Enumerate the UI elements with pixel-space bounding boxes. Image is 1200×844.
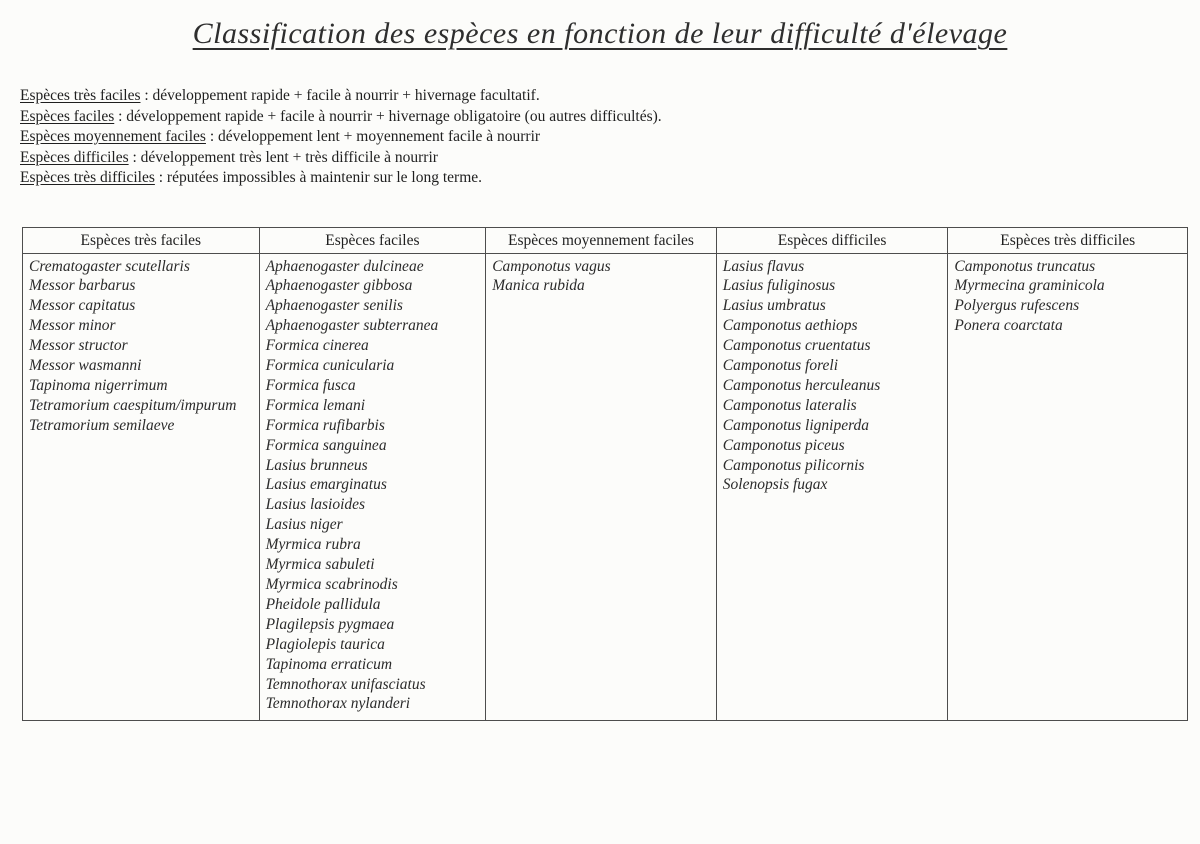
legend-term: Espèces faciles — [20, 107, 115, 125]
legend-line — [20, 107, 1200, 128]
species-name: Camponotus lateralis — [722, 396, 857, 414]
species-name: Tapinoma erraticum — [265, 655, 393, 673]
species-name: Myrmica rubra — [265, 536, 361, 554]
column-body — [260, 254, 486, 721]
species-name: Myrmica scabrinodis — [265, 576, 398, 593]
column-body — [23, 254, 259, 713]
species-name: Tetramorium semilaeve — [29, 416, 175, 434]
species-name: Temnothorax nylanderi — [265, 695, 411, 713]
species-name: Tetramorium caespitum/impurum — [29, 396, 237, 414]
species-name: Pheidole pallidula — [265, 595, 381, 613]
species-name: Messor wasmanni — [29, 357, 142, 375]
species-name: Camponotus cruentatus — [722, 337, 871, 355]
species-name: Aphaenogaster senilis — [265, 297, 403, 315]
column-body — [948, 254, 1187, 713]
table-column — [947, 228, 1187, 721]
species-name: Camponotus foreli — [722, 357, 839, 375]
legend-line — [20, 127, 1200, 148]
species-name: Messor minor — [29, 317, 116, 335]
legend — [20, 86, 1200, 189]
species-name: Myrmecina graminicola — [954, 277, 1105, 295]
table-column — [485, 228, 716, 721]
species-name: Messor barbarus — [29, 277, 136, 295]
column-header: Espèces difficiles — [717, 228, 948, 254]
species-name: Formica lemani — [265, 396, 366, 414]
species-name: Temnothorax unifasciatus — [265, 675, 426, 693]
column-header: Espèces très difficiles — [948, 228, 1187, 254]
species-name: Messor structor — [29, 337, 128, 355]
legend-term: Espèces difficiles — [20, 148, 129, 166]
species-name: Lasius niger — [265, 516, 343, 534]
species-name: Lasius brunneus — [265, 456, 368, 474]
species-name: Aphaenogaster dulcineae — [265, 257, 424, 275]
species-name: Camponotus pilicornis — [722, 456, 865, 474]
legend-description: : développement lent + moyennement facile à nourrir — [205, 128, 541, 145]
table-column — [716, 228, 948, 721]
column-body — [717, 254, 948, 713]
species-name: Lasius fuliginosus — [722, 277, 836, 295]
species-name: Ponera coarctata — [954, 317, 1063, 335]
species-name: Polyergus rufescens — [954, 297, 1080, 315]
column-body — [486, 254, 716, 713]
legend-description: : développement rapide + facile à nourrir + hivernage facultatif. — [140, 87, 540, 104]
species-name: Lasius umbratus — [722, 297, 826, 315]
species-name: Myrmica sabuleti — [265, 556, 375, 574]
column-header: Espèces faciles — [260, 228, 486, 254]
species-name: Crematogaster scutellaris — [29, 257, 190, 275]
column-header: Espèces très faciles — [23, 228, 259, 254]
legend-term: Espèces très difficiles — [20, 169, 155, 186]
species-name: Camponotus ligniperda — [722, 416, 870, 434]
legend-description: : développement rapide + facile à nourrir + hivernage obligatoire (ou autres difficultés). — [114, 107, 662, 125]
species-name: Messor capitatus — [29, 297, 136, 315]
species-name: Formica fusca — [265, 376, 356, 394]
species-name: Lasius lasioides — [265, 496, 366, 514]
species-name: Lasius flavus — [722, 257, 805, 275]
legend-description: : développement très lent + très difficile à nourrir — [128, 148, 438, 166]
column-header: Espèces moyennement faciles — [486, 228, 716, 254]
legend-line — [20, 86, 1200, 107]
legend-term: Espèces très faciles — [20, 87, 141, 104]
species-name: Camponotus aethiops — [722, 317, 858, 335]
species-name: Camponotus piceus — [722, 436, 845, 454]
table-column — [23, 228, 259, 721]
legend-line — [20, 168, 1200, 189]
species-name: Formica cinerea — [265, 337, 369, 355]
page-title: Classification des espèces en fonction de leur difficulté d'élevage — [192, 17, 1008, 50]
species-name: Aphaenogaster subterranea — [265, 317, 439, 335]
species-name: Tapinoma nigerrimum — [29, 376, 168, 394]
legend-line — [20, 148, 1200, 169]
species-name: Manica rubida — [492, 277, 585, 295]
legend-term: Espèces moyennement faciles — [20, 128, 206, 145]
species-name: Solenopsis fugax — [722, 476, 828, 494]
species-name: Camponotus truncatus — [954, 257, 1096, 275]
species-name: Aphaenogaster gibbosa — [265, 277, 413, 295]
species-name: Formica rufibarbis — [265, 416, 385, 434]
species-name: Formica cunicularia — [265, 357, 395, 375]
species-table — [22, 227, 1188, 722]
table-column — [259, 228, 486, 721]
species-name: Camponotus vagus — [492, 257, 611, 275]
legend-description: : réputées impossibles à maintenir sur le long terme. — [154, 169, 483, 186]
species-name: Plagiolepis taurica — [265, 635, 385, 653]
species-name: Plagilepsis pygmaea — [265, 615, 395, 633]
species-name: Lasius emarginatus — [265, 476, 387, 494]
species-name: Formica sanguinea — [265, 436, 387, 454]
species-name: Camponotus herculeanus — [722, 376, 881, 394]
